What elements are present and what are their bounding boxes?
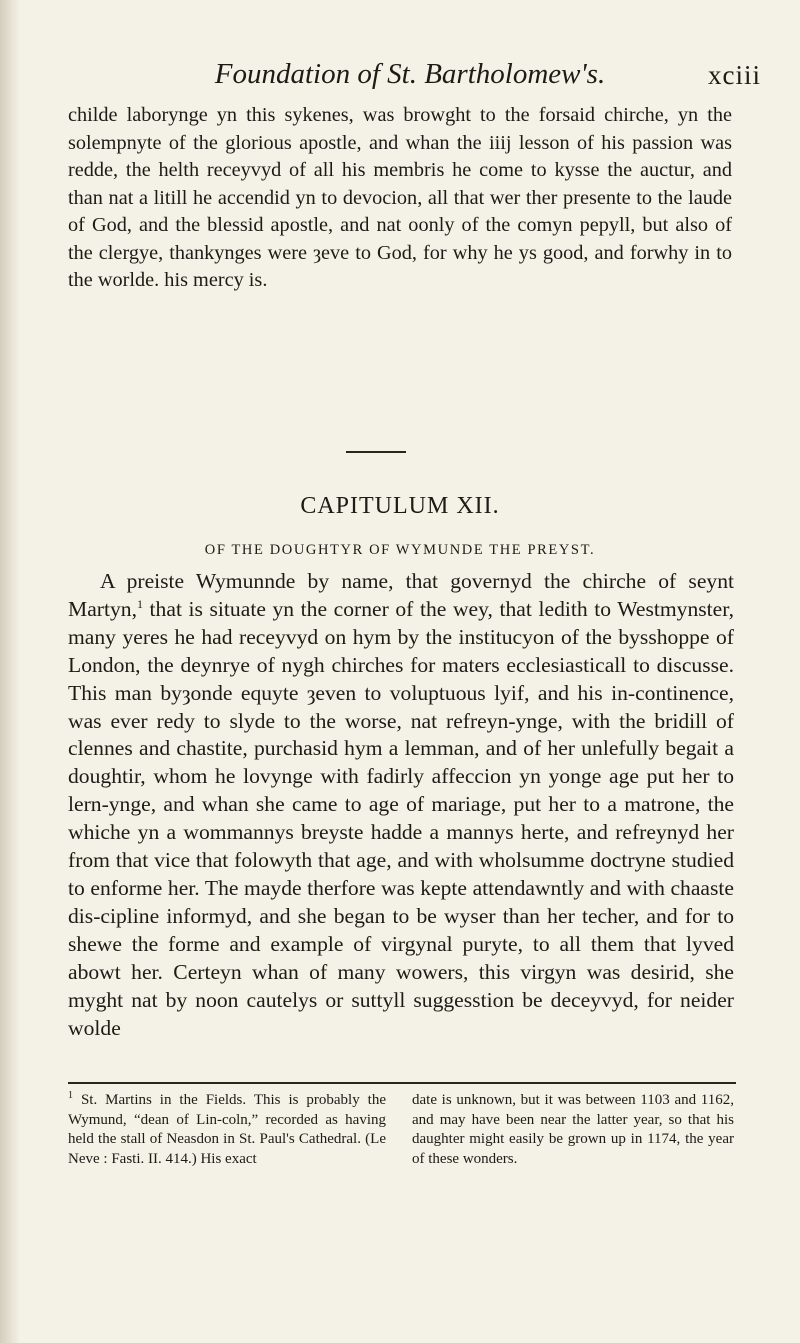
page-gutter-shadow (0, 0, 20, 1343)
page-number: xciii (708, 60, 761, 90)
opening-paragraph: childe laborynge yn this sykenes, was browght to the forsaid chirche, yn the solempnyte of the glorious apostle, and whan the iiij lesson of his passion was redde, the helth receyvyd of all his membris he come to kysse the auctur, and than nat a litill he accendid yn to devocion, all that wer ther presente to the laude of God, and the blessid apostle, and nat oonly of the comyn pepyll, but also of the clergye, thankynges were ȝeve to God, for why he ys good, and forwhy in to the worlde. his mercy is. (68, 104, 732, 291)
footnote-left-column (68, 1091, 386, 1169)
section-divider (346, 451, 406, 453)
chapter-title: CAPITULUM XII. (300, 493, 500, 519)
footnote-divider (68, 1082, 736, 1084)
footnote-reference: 1 (136, 596, 143, 611)
paragraph-text-rest: that is situate yn the corner of the wey, that ledith to Westmynster, many yeres he had receyvyd on hym by the institucyon of the bysshoppe of London, the deynrye of nygh chirches for maters ecclesiasticall to discusse. This man byȝonde equyte ȝeven to voluptuous lyif, and his in-continence, was ever redy to slyde to the worse, nat refreyn-ynge, with the bridill of clennes and chastite, purchasid hym a lemman, and of her unlefully begait a doughtir, whom he lovynge with fadirly affeccion yn yonge age put her to lern-ynge, and whan she came to age of mariage, put her to a matrone, the whiche yn a wommannys breyste hadde a mannys herte, and refreynyd her from that vice that folowyth that age, and with wholsumme doctryne studied to enforme her. The mayde therfore was kepte attendawntly and with chaaste dis-cipline informyd, and she began to be wyser than her techer, and for to shewe the forme and example of virgynal puryte, to all them that lyved abowt her. Certeyn whan of many wowers, this virgyn was desirid, she myght nat by noon cautelys or suttyll suggesstion be deceyvyd, for neider wolde (68, 596, 734, 1040)
footnote-left-text: St. Martins in the Fields. This is probably the Wymund, “dean of Lin-coln,” recorded as having held the stall of Neasdon in St. Paul's Cathedral. (Le Neve : Fasti. II. 414.) His exact (68, 1092, 387, 1167)
chapter-paragraph (68, 568, 734, 1042)
paragraph-text-start: A preiste Wymunnde by name, that governyd the chirche of seynt Martyn, (68, 569, 734, 621)
chapter-subtitle: OF THE DOUGHTYR OF WYMUNDE THE PREYST. (204, 542, 596, 558)
running-title: Foundation of St. Bartholomew's. (214, 58, 606, 90)
footnote-right-column: date is unknown, but it was between 1103 and 1162, and may have been near the latter year, so that his daughter might easily be grown up in 1174, the year of these wonders. (412, 1092, 734, 1167)
footnote-number: 1 (68, 1090, 73, 1101)
